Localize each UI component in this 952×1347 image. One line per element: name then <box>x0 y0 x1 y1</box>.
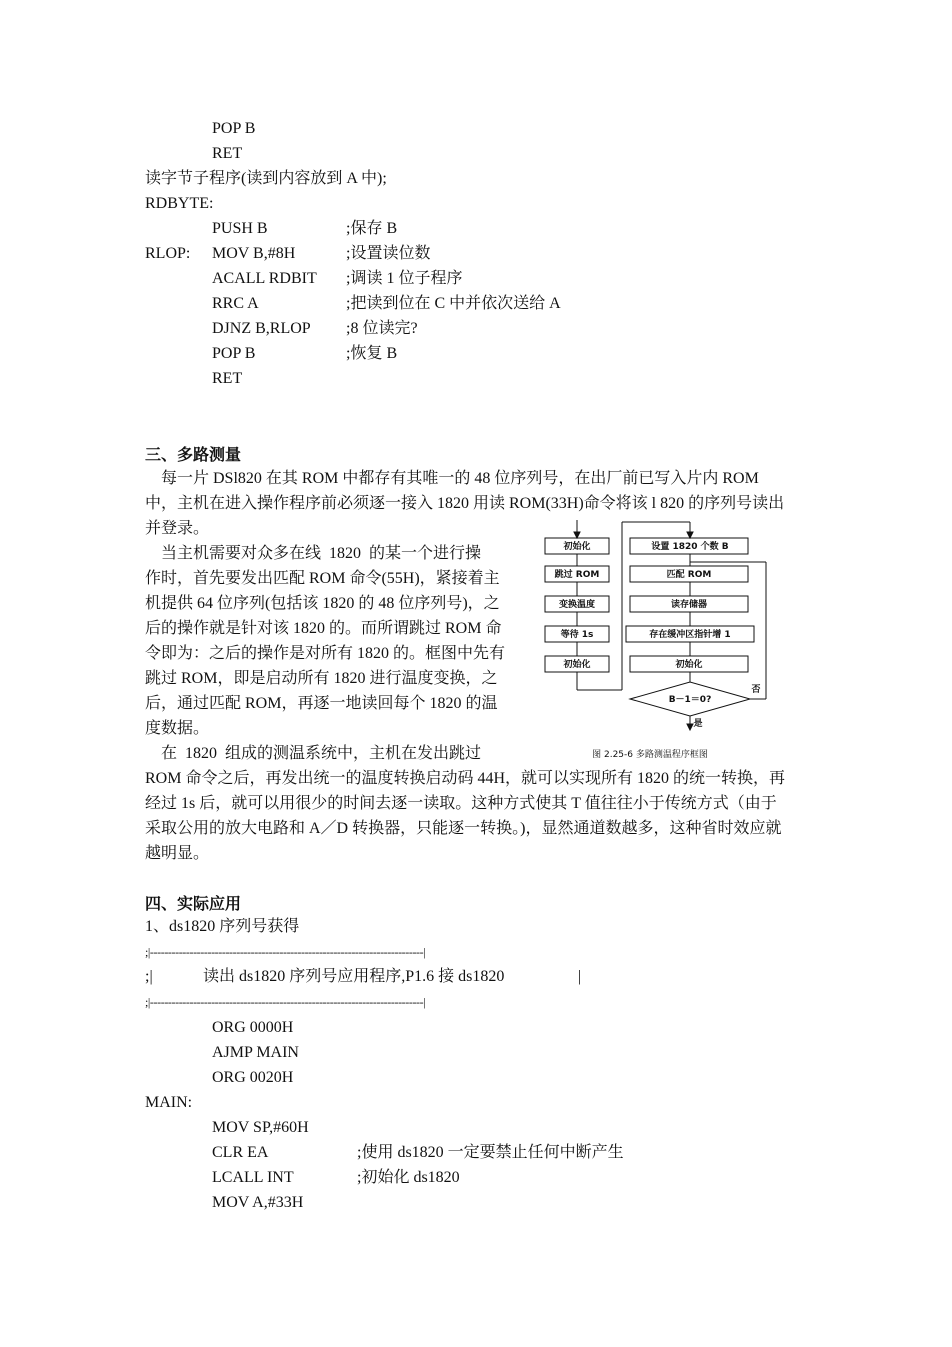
flowchart-figure <box>540 518 770 768</box>
code-label: RLOP: <box>145 245 191 262</box>
flow-label: 设置 1820 个数 B <box>651 542 729 552</box>
para-line: 经过 1s 后，就可以用很少的时间去逐一读取。这种方式使其 T 值往往小于传统方式（由于 <box>145 795 777 812</box>
code-comment: ;8 位读完? <box>346 320 418 337</box>
code-comment: ;恢复 B <box>346 345 398 362</box>
code-line: PUSH B <box>212 220 268 237</box>
banner-left: ;| <box>145 968 153 985</box>
flow-label: 匹配 ROM <box>666 570 712 580</box>
code-line: POP B <box>212 345 256 362</box>
code-comment: ;保存 B <box>346 220 398 237</box>
flow-label: 初始化 <box>675 660 703 670</box>
para-line: ROM 命令之后，再发出统一的温度转换启动码 44H，就可以实现所有 1820 的统一转换，再 <box>145 770 786 787</box>
banner-right: | <box>578 968 582 985</box>
code-line: AJMP MAIN <box>212 1044 299 1061</box>
para-line: 当主机需要对众多在线 1820 的某一个进行操 <box>145 545 482 562</box>
para-line: 后，通过匹配 ROM，再逐一地读回每个 1820 的温 <box>145 695 498 712</box>
code-line: DJNZ B,RLOP <box>212 320 311 337</box>
flow-decision-label: B－1＝0? <box>668 695 712 705</box>
code-line: ACALL RDBIT <box>212 270 317 287</box>
code-line-pop-b: POP B <box>212 120 256 137</box>
flow-label: 变换温度 <box>558 600 596 610</box>
code-comment: ;初始化 ds1820 <box>357 1169 460 1186</box>
flow-yes-label: 是 <box>693 719 703 729</box>
flow-label: 存在缓冲区指针增 1 <box>649 630 731 640</box>
subsection-title: 1、ds1820 序列号获得 <box>145 918 300 935</box>
para-line: 在 1820 组成的测温系统中，主机在发出跳过 <box>145 745 482 762</box>
code-line: MOV A,#33H <box>212 1194 304 1211</box>
section-heading-practical: 四、实际应用 <box>145 896 242 913</box>
flow-label: 跳过 ROM <box>554 570 600 580</box>
code-line-ret: RET <box>212 145 243 162</box>
banner-bottom: ;|----------------------------------------------------------------------------| <box>145 995 426 1009</box>
code-comment: ;设置读位数 <box>346 245 431 262</box>
rdbyte-label: RDBYTE: <box>145 195 214 212</box>
code-comment: ;使用 ds1820 一定要禁止任何中断产生 <box>357 1144 624 1161</box>
banner-top: ;|----------------------------------------------------------------------------| <box>145 945 426 959</box>
para-line: 中，主机在进入操作程序前必须逐一接入 1820 用读 ROM(33H)命令将该 l 820 的序列号读出 <box>145 495 785 512</box>
para-line: 令即为：之后的操作是对所有 1820 的。框图中先有 <box>145 645 506 662</box>
para-line: 机提供 64 位序列(包括该 1820 的 48 位序列号)，之 <box>145 595 500 612</box>
para-line: 度数据。 <box>145 720 210 737</box>
code-line: MOV SP,#60H <box>212 1119 309 1136</box>
code-comment: ;调读 1 位子程序 <box>346 270 463 287</box>
subroutine-title: 读字节子程序(读到内容放到 A 中); <box>145 170 387 187</box>
flow-label: 等待 1s <box>560 630 594 640</box>
para-line: 每一片 DSl820 在其 ROM 中都存有其唯一的 48 位序列号，在出厂前已写入片内 ROM <box>145 470 759 487</box>
para-line: 作时，首先要发出匹配 ROM 命令(55H)，紧接着主 <box>145 570 500 587</box>
code-line: ORG 0020H <box>212 1069 294 1086</box>
code-line: RET <box>212 370 243 387</box>
main-label: MAIN: <box>145 1094 193 1111</box>
code-line: LCALL INT <box>212 1169 294 1186</box>
flow-label: 初始化 <box>563 542 591 552</box>
code-line: RRC A <box>212 295 259 312</box>
figure-caption: 图 2.25-6 多路测温程序框图 <box>592 750 708 760</box>
code-line: MOV B,#8H <box>212 245 296 262</box>
code-line: CLR EA <box>212 1144 269 1161</box>
para-line: 越明显。 <box>145 845 210 862</box>
para-line: 跳过 ROM，即是启动所有 1820 进行温度变换，之 <box>145 670 498 687</box>
code-line: ORG 0000H <box>212 1019 294 1036</box>
para-line: 后的操作就是针对该 1820 的。而所谓跳过 ROM 命 <box>145 620 502 637</box>
para-line: 并登录。 <box>145 520 210 537</box>
banner-text: 读出 ds1820 序列号应用程序,P1.6 接 ds1820 <box>203 968 505 985</box>
flow-no-label: 否 <box>751 685 761 695</box>
para-line: 采取公用的放大电路和 A／D 转换器，只能逐一转换。)，显然通道数越多，这种省时效应就 <box>145 820 782 837</box>
flow-label: 读存储器 <box>670 600 708 610</box>
flow-label: 初始化 <box>563 660 591 670</box>
code-comment: ;把读到位在 C 中并依次送给 A <box>346 295 561 312</box>
section-heading-multi-measure: 三、多路测量 <box>145 447 242 464</box>
